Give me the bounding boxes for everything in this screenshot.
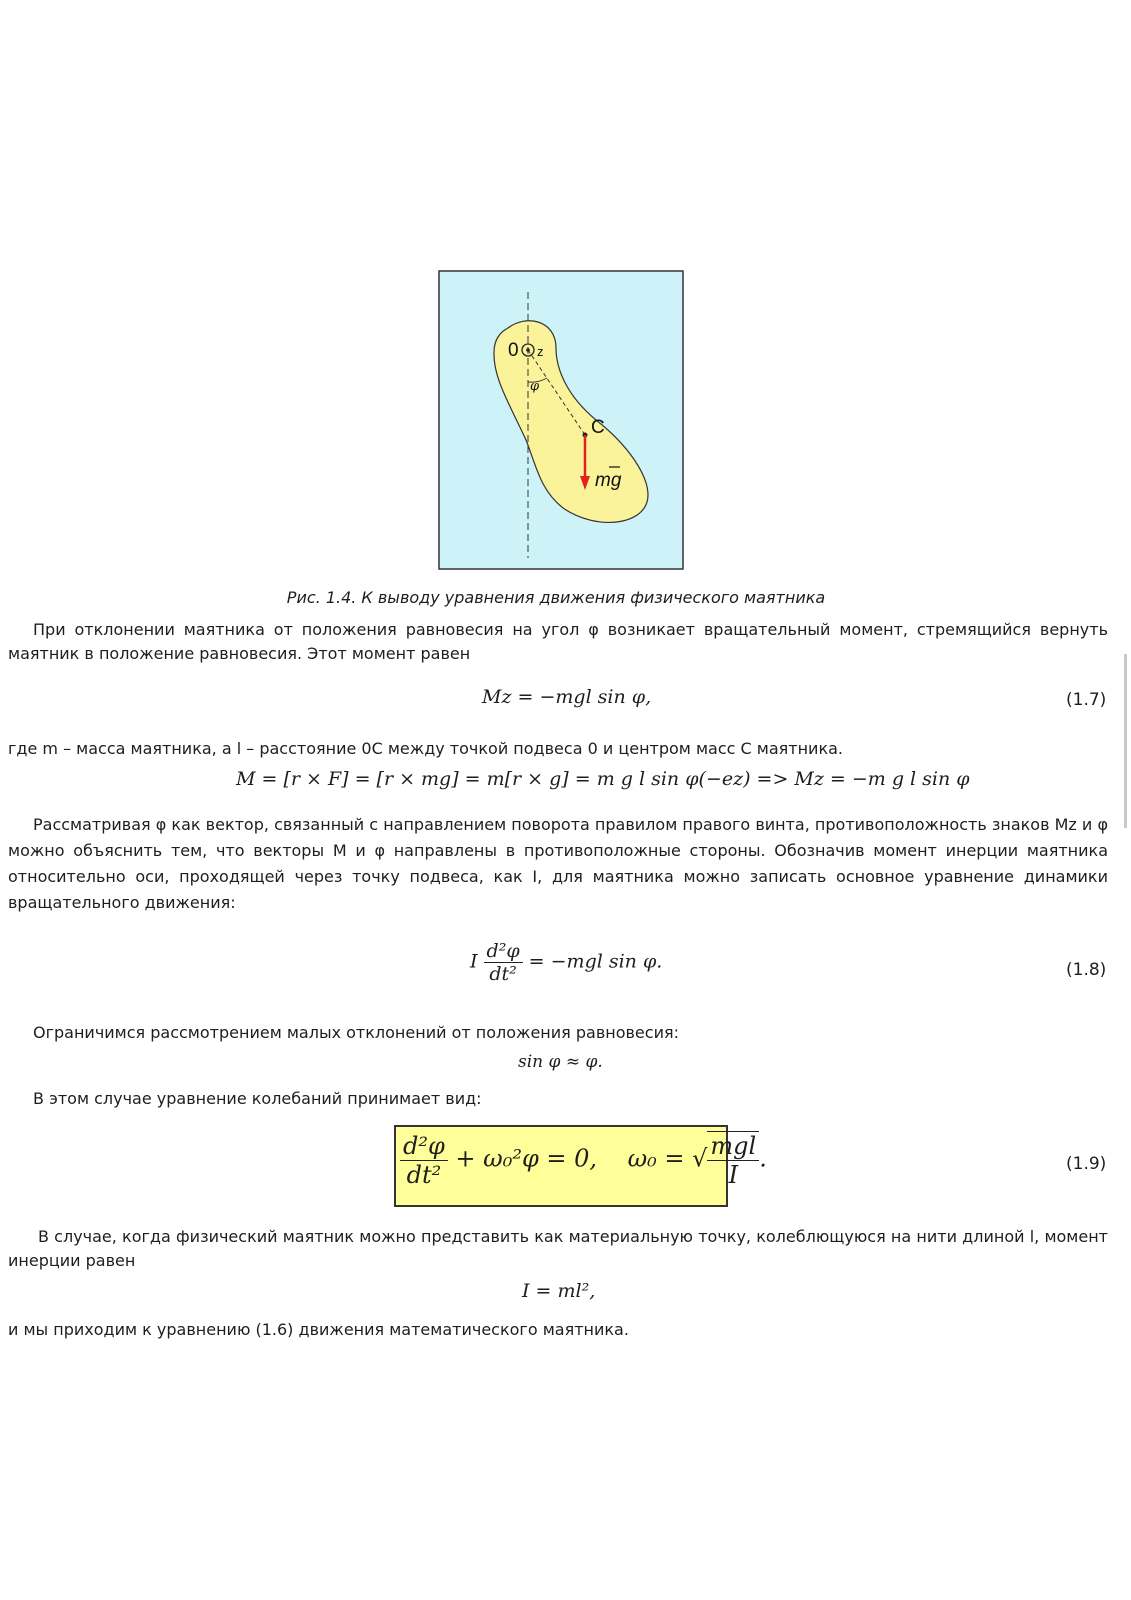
pendulum-figure [438, 270, 684, 570]
label-phi: φ [530, 379, 540, 394]
equation-moment: M = [r × F] = [r × mg] = m[r × g] = m g l sin φ(−ez) => Mz = −m g l sin φ [236, 768, 970, 790]
label-origin: 0 [508, 340, 519, 361]
equation-number-1-9: (1.9) [1066, 1154, 1107, 1174]
scrollbar[interactable] [1124, 654, 1127, 828]
paragraph-2: где m – масса маятника, а l – расстояние 0C между точкой подвеса 0 и центром масс C маятника. [8, 739, 843, 758]
label-mg: mg [595, 470, 622, 491]
paragraph-1: При отклонении маятника от положения равновесия на угол φ возникает вращательный момент, стремящийся вернуть маятник в положение равновесия. Этот момент равен [8, 620, 1108, 663]
pivot-dot [526, 348, 530, 352]
figure-caption: Рис. 1.4. К выводу уравнения движения физического маятника [286, 588, 826, 607]
paragraph-4: Ограничимся рассмотрением малых отклонений от положения равновесия: [33, 1023, 679, 1042]
equation-moment-of-inertia: I = ml², [522, 1280, 596, 1302]
paragraph-3: Рассматривая φ как вектор, связанный с направлением поворота правилом правого винта, противоположность знаков Mz и φ можно объяснить тем, что векторы M и φ направлены в противоположные стороны. Обозначив момент инерции маятника относительно оси, проходящей через точку подвеса, как I, для маятника можно записать основное уравнение динамики вращательного движения: [8, 815, 1108, 912]
equation-1-9: $\frac{\text{d²φ}}{\text{dt²}}$ + ω₀²φ = 0, ω₀ = √ $\frac{\text{mgl}}{I}$ . [400, 1131, 767, 1189]
equation-1-8: I $\frac{\text{d²φ}}{\text{dt²}}$ = −mgl sin φ. [470, 940, 663, 985]
paragraph-5: В этом случае уравнение колебаний принимает вид: [33, 1089, 482, 1108]
label-c: C [591, 417, 605, 438]
equation-number-1-8: (1.8) [1066, 960, 1107, 980]
equation-1-7: Mz = −mgl sin φ, [482, 686, 652, 708]
label-z-axis: z [537, 344, 544, 359]
paragraph-6: В случае, когда физический маятник можно представить как материальную точку, колеблющуюся на нити длиной l, момент инерции равен [8, 1227, 1108, 1270]
equation-number-1-7: (1.7) [1066, 690, 1107, 710]
paragraph-7: и мы приходим к уравнению (1.6) движения математического маятника. [8, 1320, 629, 1339]
equation-sin-approx: sin φ ≈ φ. [518, 1052, 603, 1072]
